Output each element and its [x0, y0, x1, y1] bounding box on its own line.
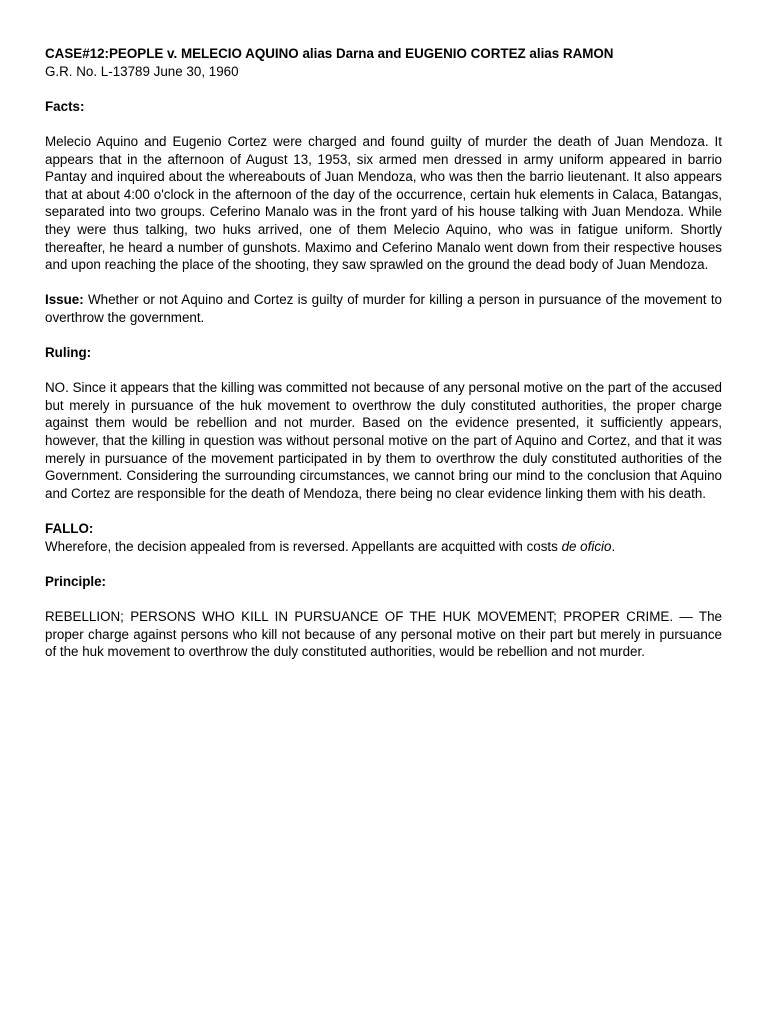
fallo-heading: FALLO: — [45, 521, 94, 537]
ruling-text: NO. Since it appears that the killing was committed not because of any personal motive on the part of the accused but merely in pursuance of the huk movement to overthrow the duly constituted authorities, the proper charge against them would be rebellion and not murder. Based on the evidence presented, it sufficiently appears, however, that the killing in question was without personal motive on the part of Aquino and Cortez, and that it was merely in pursuance of the movement participated in by them to overthrow the duly constituted authorities of the Government. Considering the surrounding circumstances, we cannot bring our mind to the conclusion that Aquino and Cortez are responsible for the death of Mendoza, there being no clear evidence linking them with his death. — [45, 380, 722, 501]
case-title: CASE#12:PEOPLE v. MELECIO AQUINO alias Darna and EUGENIO CORTEZ alias RAMON — [45, 46, 614, 61]
principle-heading: Principle: — [45, 573, 107, 589]
issue-paragraph — [45, 291, 722, 326]
case-citation: G.R. No. L-13789 June 30, 1960 — [45, 63, 239, 79]
document-page — [45, 45, 722, 678]
principle-text: REBELLION; PERSONS WHO KILL IN PURSUANCE OF THE HUK MOVEMENT; PROPER CRIME. — The proper charge against persons who kill not because of any personal motive on their part but merely in pursuance of the huk movement to overthrow the duly constituted authorities, would be rebellion and not murder. — [45, 609, 722, 660]
facts-heading: Facts: — [45, 98, 85, 114]
facts-text: Melecio Aquino and Eugenio Cortez were charged and found guilty of murder the death of Juan Mendoza. It appears that in the afternoon of August 13, 1953, six armed men dressed in army uniform appeared in barrio Pantay and inquired about the whereabouts of Juan Mendoza, who was then the barrio lieutenant. It also appears that at about 4:00 o'clock in the afternoon of the day of the occurrence, certain huk elements in Calaca, Batangas, separated into two groups. Ceferino Manalo was in the front yard of his house talking with Juan Mendoza. While they were thus talking, two huks arrived, one of them Melecio Aquino, who was in fatigue uniform. Shortly thereafter, he heard a number of gunshots. Maximo and Ceferino Manalo went down from their respective houses and upon reaching the place of the shooting, they saw sprawled on the ground the dead body of Juan Mendoza. — [45, 133, 722, 273]
fallo-text-end: . — [611, 538, 616, 554]
issue-text: Whether or not Aquino and Cortez is guilty of murder for killing a person in pursuance of the movement to overthrow the government. — [45, 292, 722, 325]
fallo-text: Wherefore, the decision appealed from is reversed. Appellants are acquitted with costs — [45, 538, 562, 554]
fallo-italic-text: de oficio — [561, 538, 612, 554]
issue-label: Issue: — [45, 292, 84, 308]
fallo-paragraph — [45, 538, 722, 556]
ruling-heading: Ruling: — [45, 345, 92, 361]
